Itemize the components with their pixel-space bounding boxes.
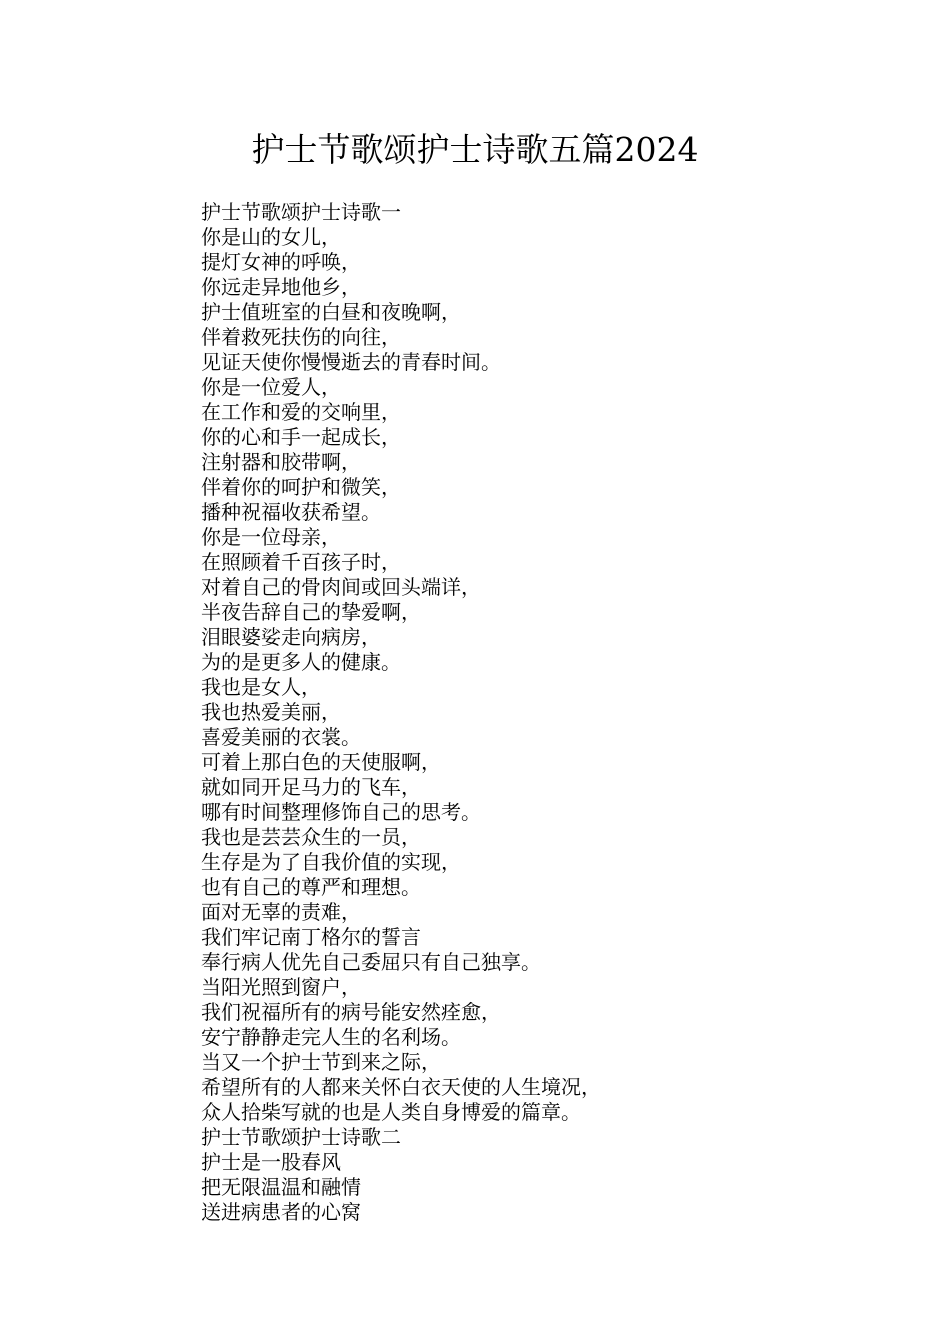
poem-line: 你远走异地他乡， — [201, 275, 361, 299]
poem-line: 护士节歌颂护士诗歌二 — [201, 1125, 401, 1149]
poem-line: 也有自己的尊严和理想。 — [201, 875, 421, 899]
poem-line: 半夜告辞自己的挚爱啊， — [201, 600, 421, 624]
poem-line: 在照顾着千百孩子时， — [201, 550, 401, 574]
document-title: 护士节歌颂护士诗歌五篇2024 — [251, 130, 699, 169]
poem-line: 我们祝福所有的病号能安然痊愈， — [201, 1000, 501, 1024]
poem-line: 见证天使你慢慢逝去的青春时间。 — [201, 350, 501, 374]
poem-line: 哪有时间整理修饰自己的思考。 — [201, 800, 481, 824]
poem-line: 希望所有的人都来关怀白衣天使的人生境况， — [201, 1075, 601, 1099]
poem-body — [201, 200, 881, 1225]
poem-line: 喜爱美丽的衣裳。 — [201, 725, 361, 749]
poem-line: 泪眼婆娑走向病房， — [201, 625, 381, 649]
poem-line: 众人拾柴写就的也是人类自身博爱的篇章。 — [201, 1100, 581, 1124]
poem-line: 送进病患者的心窝 — [201, 1200, 361, 1224]
poem-line: 护士值班室的白昼和夜晚啊， — [201, 300, 461, 324]
poem-line: 我也热爱美丽， — [201, 700, 341, 724]
poem-line: 当阳光照到窗户， — [201, 975, 361, 999]
poem-line: 可着上那白色的天使服啊， — [201, 750, 441, 774]
poem-line: 生存是为了自我价值的实现， — [201, 850, 461, 874]
poem-line: 奉行病人优先自己委屈只有自己独享。 — [201, 950, 541, 974]
poem-line: 注射器和胶带啊， — [201, 450, 361, 474]
poem-line: 你是一位母亲， — [201, 525, 341, 549]
poem-line: 安宁静静走完人生的名利场。 — [201, 1025, 461, 1049]
poem-line: 播种祝福收获希望。 — [201, 500, 381, 524]
poem-line: 对着自己的骨肉间或回头端详， — [201, 575, 481, 599]
poem-line: 把无限温温和融情 — [201, 1175, 361, 1199]
poem-line: 在工作和爱的交响里， — [201, 400, 401, 424]
poem-line: 你的心和手一起成长， — [201, 425, 401, 449]
poem-line: 面对无辜的责难， — [201, 900, 361, 924]
poem-line: 就如同开足马力的飞车， — [201, 775, 421, 799]
poem-line: 你是一位爱人， — [201, 375, 341, 399]
poem-line: 我也是女人， — [201, 675, 321, 699]
poem-line: 当又一个护士节到来之际， — [201, 1050, 441, 1074]
poem-line: 为的是更多人的健康。 — [201, 650, 401, 674]
poem-line: 你是山的女儿， — [201, 225, 341, 249]
poem-line: 护士是一股春风 — [201, 1150, 341, 1174]
poem-line: 伴着救死扶伤的向往， — [201, 325, 401, 349]
poem-line: 提灯女神的呼唤， — [201, 250, 361, 274]
poem-line: 伴着你的呵护和微笑， — [201, 475, 401, 499]
poem-line: 护士节歌颂护士诗歌一 — [201, 200, 401, 224]
poem-line: 我也是芸芸众生的一员， — [201, 825, 421, 849]
poem-line: 我们牢记南丁格尔的誓言 — [201, 925, 421, 949]
